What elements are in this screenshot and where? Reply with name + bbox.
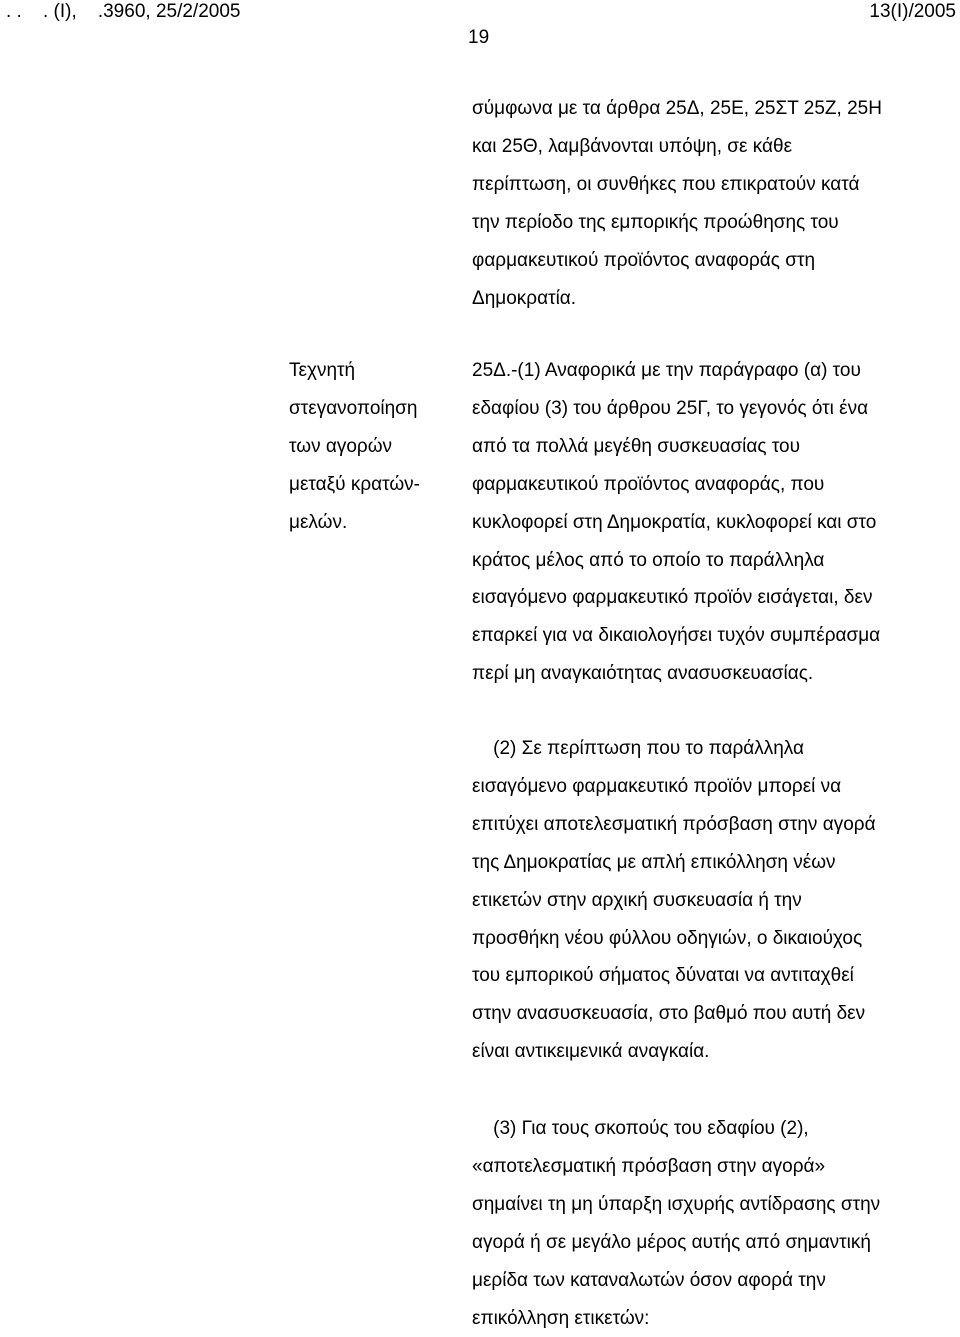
text-line: και 25Θ, λαμβάνονται υπόψη, σε κάθε [472, 135, 793, 157]
text-line: εισαγόμενο φαρμακευτικό προϊόν εισάγεται, δεν [472, 587, 873, 609]
text-line: επικόλληση ετικετών: [472, 1307, 650, 1329]
text-line: «αποτελεσματική πρόσβαση στην αγορά» [472, 1155, 826, 1177]
text-line: προσθήκη νέου φύλλου οδηγιών, ο δικαιούχος [472, 927, 863, 949]
text-line: (2) Σε περίπτωση που το παράλληλα [472, 738, 805, 759]
text-line: της Δημοκρατίας με απλή επικόλληση νέων [472, 851, 836, 873]
text-line: περί μη αναγκαιότητας ανασυσκευασίας. [472, 663, 814, 685]
marginal-line: στεγανοποίηση [289, 397, 418, 419]
page-number: 19 [468, 27, 490, 48]
text-line: εδαφίου (3) του άρθρου 25Γ, το γεγονός ότι ένα [472, 397, 869, 419]
text-line: επιτύχει αποτελεσματική πρόσβαση στην αγορά [472, 813, 876, 835]
text-line: περίπτωση, οι συνθήκες που επικρατούν κατά [472, 173, 860, 195]
header-right: 13(Ι)/2005 [869, 1, 956, 22]
text-line: την περίοδο της εμπορικής προώθησης του [472, 211, 839, 233]
subsection-3 [472, 1110, 956, 1337]
text-line: Δημοκρατία. [472, 287, 577, 309]
text-line: (3) Για τους σκοπούς του εδαφίου (2), [472, 1118, 809, 1139]
header-left: . . . (Ι), .3960, 25/2/2005 [6, 1, 241, 22]
text-line: μερίδα των καταναλωτών όσον αφορά την [472, 1269, 826, 1291]
text-line: επαρκεί για να δικαιολογήσει τυχόν συμπέρασμα [472, 625, 881, 647]
marginal-line: των αγορών [289, 435, 393, 457]
text-line: φαρμακευτικού προϊόντος αναφοράς στη [472, 249, 816, 271]
text-line: είναι αντικειμενικά αναγκαία. [472, 1041, 710, 1063]
marginal-note [289, 352, 420, 542]
text-line: από τα πολλά μεγέθη συσκευασίας του [472, 435, 801, 457]
text-line: κυκλοφορεί στη Δημοκρατία, κυκλοφορεί και στο [472, 511, 877, 533]
text-line: του εμπορικού σήματος δύναται να αντιταχθεί [472, 965, 854, 987]
marginal-line: μελών. [289, 511, 348, 533]
text-line: αγορά ή σε μεγάλο μέρος αυτής από σημαντική [472, 1231, 871, 1253]
text-line: στην ανασυσκευασία, στο βαθμό που αυτή δεν [472, 1003, 866, 1025]
marginal-line: μεταξύ κρατών- [289, 473, 421, 495]
intro-paragraph [472, 90, 956, 317]
text-line: ετικετών στην αρχική συσκευασία ή την [472, 889, 802, 911]
text-line: σύμφωνα με τα άρθρα 25Δ, 25Ε, 25ΣΤ 25Ζ, 25Η [472, 98, 882, 119]
subsection-2 [472, 730, 956, 1071]
text-line: 25Δ.-(1) Αναφορικά με την παράγραφο (α) του [472, 360, 861, 381]
text-line: κράτος μέλος από το οποίο το παράλληλα [472, 549, 825, 571]
text-line: φαρμακευτικού προϊόντος αναφοράς, που [472, 473, 825, 495]
marginal-line: Τεχνητή [289, 360, 356, 381]
text-line: σημαίνει τη μη ύπαρξη ισχυρής αντίδρασης στην [472, 1193, 881, 1215]
text-line: εισαγόμενο φαρμακευτικό προϊόν μπορεί να [472, 775, 842, 797]
subsection-1 [472, 352, 956, 693]
